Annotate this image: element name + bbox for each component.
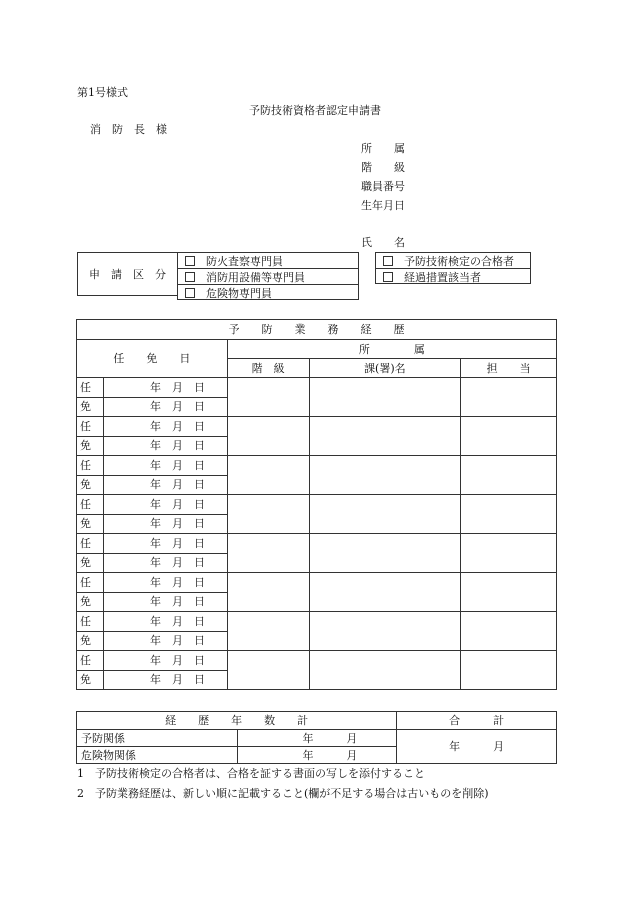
category-label-cell xyxy=(77,252,178,296)
section-cell[interactable] xyxy=(309,495,461,534)
checkbox-icon[interactable] xyxy=(185,256,195,266)
section-cell[interactable] xyxy=(309,456,461,495)
appoint-label: 任 xyxy=(77,534,104,554)
dismiss-date[interactable]: 年 月 日 xyxy=(103,397,227,417)
history-row-appointed xyxy=(77,612,557,632)
charge-cell[interactable] xyxy=(461,651,557,690)
charge-cell[interactable] xyxy=(461,534,557,573)
total-years: 年 月 xyxy=(397,730,557,764)
section-cell[interactable] xyxy=(309,534,461,573)
charge-cell[interactable] xyxy=(461,378,557,417)
dismiss-label: 免 xyxy=(77,553,104,573)
dismiss-date[interactable]: 年 月 日 xyxy=(103,553,227,573)
appoint-label: 任 xyxy=(77,417,104,437)
section-cell[interactable] xyxy=(309,573,461,612)
history-row-appointed xyxy=(77,651,557,671)
affiliation-label: 所 属 xyxy=(361,142,405,155)
dismiss-date[interactable]: 年 月 日 xyxy=(103,436,227,456)
option-hazardous-materials[interactable]: 危険物専門員 xyxy=(178,285,358,301)
rank-label: 階 級 xyxy=(361,161,405,174)
appoint-date[interactable]: 年 月 日 xyxy=(103,612,227,632)
staff-number-label: 職員番号 xyxy=(361,180,405,193)
hazmat-years: 年 月 xyxy=(237,747,397,764)
affiliation-header: 所 属 xyxy=(227,340,556,359)
appoint-date[interactable]: 年 月 日 xyxy=(103,573,227,593)
appoint-label: 任 xyxy=(77,651,104,671)
rank-cell[interactable] xyxy=(227,573,309,612)
dismiss-label: 免 xyxy=(77,592,104,612)
charge-cell[interactable] xyxy=(461,456,557,495)
form-number: 第1号様式 xyxy=(77,86,128,99)
hazmat-label: 危険物関係 xyxy=(77,747,238,764)
charge-cell[interactable] xyxy=(461,495,557,534)
dismiss-label: 免 xyxy=(77,397,104,417)
note-1: 1 予防技術検定の合格者は、合格を証する書面の写しを添付すること xyxy=(77,767,425,780)
section-cell[interactable] xyxy=(309,612,461,651)
name-label: 氏 名 xyxy=(361,236,405,249)
rank-cell[interactable] xyxy=(227,534,309,573)
dismiss-date[interactable]: 年 月 日 xyxy=(103,592,227,612)
history-row-appointed xyxy=(77,378,557,398)
history-title: 予 防 業 務 経 歴 xyxy=(77,320,557,340)
dismiss-date[interactable]: 年 月 日 xyxy=(103,670,227,690)
option-fire-equipment[interactable]: 消防用設備等専門員 xyxy=(178,269,358,285)
dismiss-label: 免 xyxy=(77,670,104,690)
rank-cell[interactable] xyxy=(227,495,309,534)
addressee: 消 防 長 様 xyxy=(90,123,167,136)
prevention-label: 予防関係 xyxy=(77,730,238,747)
appoint-label: 任 xyxy=(77,378,104,398)
charge-cell[interactable] xyxy=(461,612,557,651)
history-row-appointed xyxy=(77,573,557,593)
checkbox-icon[interactable] xyxy=(383,272,393,282)
rank-cell[interactable] xyxy=(227,612,309,651)
note-2: 2 予防業務経歴は、新しい順に記載すること(欄が不足する場合は古いものを削除) xyxy=(77,787,489,800)
checkbox-icon[interactable] xyxy=(185,288,195,298)
appointment-header: 任 免 日 xyxy=(77,340,228,378)
total-header: 合 計 xyxy=(397,712,557,730)
rank-cell[interactable] xyxy=(227,651,309,690)
charge-header: 担 当 xyxy=(461,359,557,378)
category-left-options xyxy=(177,252,359,300)
rank-header: 階 級 xyxy=(227,359,309,378)
section-cell[interactable] xyxy=(309,378,461,417)
history-row-appointed xyxy=(77,456,557,476)
option-exam-passer[interactable]: 予防技術検定の合格者 xyxy=(376,253,530,269)
rank-cell[interactable] xyxy=(227,456,309,495)
checkbox-icon[interactable] xyxy=(185,272,195,282)
appoint-date[interactable]: 年 月 日 xyxy=(103,417,227,437)
history-row-appointed xyxy=(77,534,557,554)
history-row-appointed xyxy=(77,495,557,515)
dismiss-label: 免 xyxy=(77,631,104,651)
appoint-label: 任 xyxy=(77,456,104,476)
dismiss-label: 免 xyxy=(77,436,104,456)
history-row-appointed xyxy=(77,417,557,437)
rank-cell[interactable] xyxy=(227,378,309,417)
dismiss-date[interactable]: 年 月 日 xyxy=(103,475,227,495)
category-label: 申 請 区 分 xyxy=(89,268,166,281)
appoint-date[interactable]: 年 月 日 xyxy=(103,651,227,671)
form-title: 予防技術資格者認定申請書 xyxy=(249,104,381,117)
checkbox-icon[interactable] xyxy=(383,256,393,266)
dismiss-date[interactable]: 年 月 日 xyxy=(103,631,227,651)
appoint-label: 任 xyxy=(77,495,104,515)
dismiss-label: 免 xyxy=(77,514,104,534)
option-fire-inspection[interactable]: 防火査察専門員 xyxy=(178,253,358,269)
section-cell[interactable] xyxy=(309,417,461,456)
appoint-label: 任 xyxy=(77,573,104,593)
section-cell[interactable] xyxy=(309,651,461,690)
birthdate-label: 生年月日 xyxy=(361,199,405,212)
appoint-date[interactable]: 年 月 日 xyxy=(103,456,227,476)
appoint-label: 任 xyxy=(77,612,104,632)
prevention-years: 年 月 xyxy=(237,730,397,747)
charge-cell[interactable] xyxy=(461,573,557,612)
option-transitional[interactable]: 経過措置該当者 xyxy=(376,269,530,285)
appoint-date[interactable]: 年 月 日 xyxy=(103,378,227,398)
appoint-date[interactable]: 年 月 日 xyxy=(103,495,227,515)
appoint-date[interactable]: 年 月 日 xyxy=(103,534,227,554)
category-right-options xyxy=(375,252,531,284)
history-body xyxy=(77,378,557,690)
section-header: 課(署)名 xyxy=(309,359,461,378)
dismiss-label: 免 xyxy=(77,475,104,495)
summary-table xyxy=(76,711,557,764)
rank-cell[interactable] xyxy=(227,417,309,456)
charge-cell[interactable] xyxy=(461,417,557,456)
summary-title: 経 歴 年 数 計 xyxy=(77,712,397,730)
history-table xyxy=(76,319,557,690)
dismiss-date[interactable]: 年 月 日 xyxy=(103,514,227,534)
